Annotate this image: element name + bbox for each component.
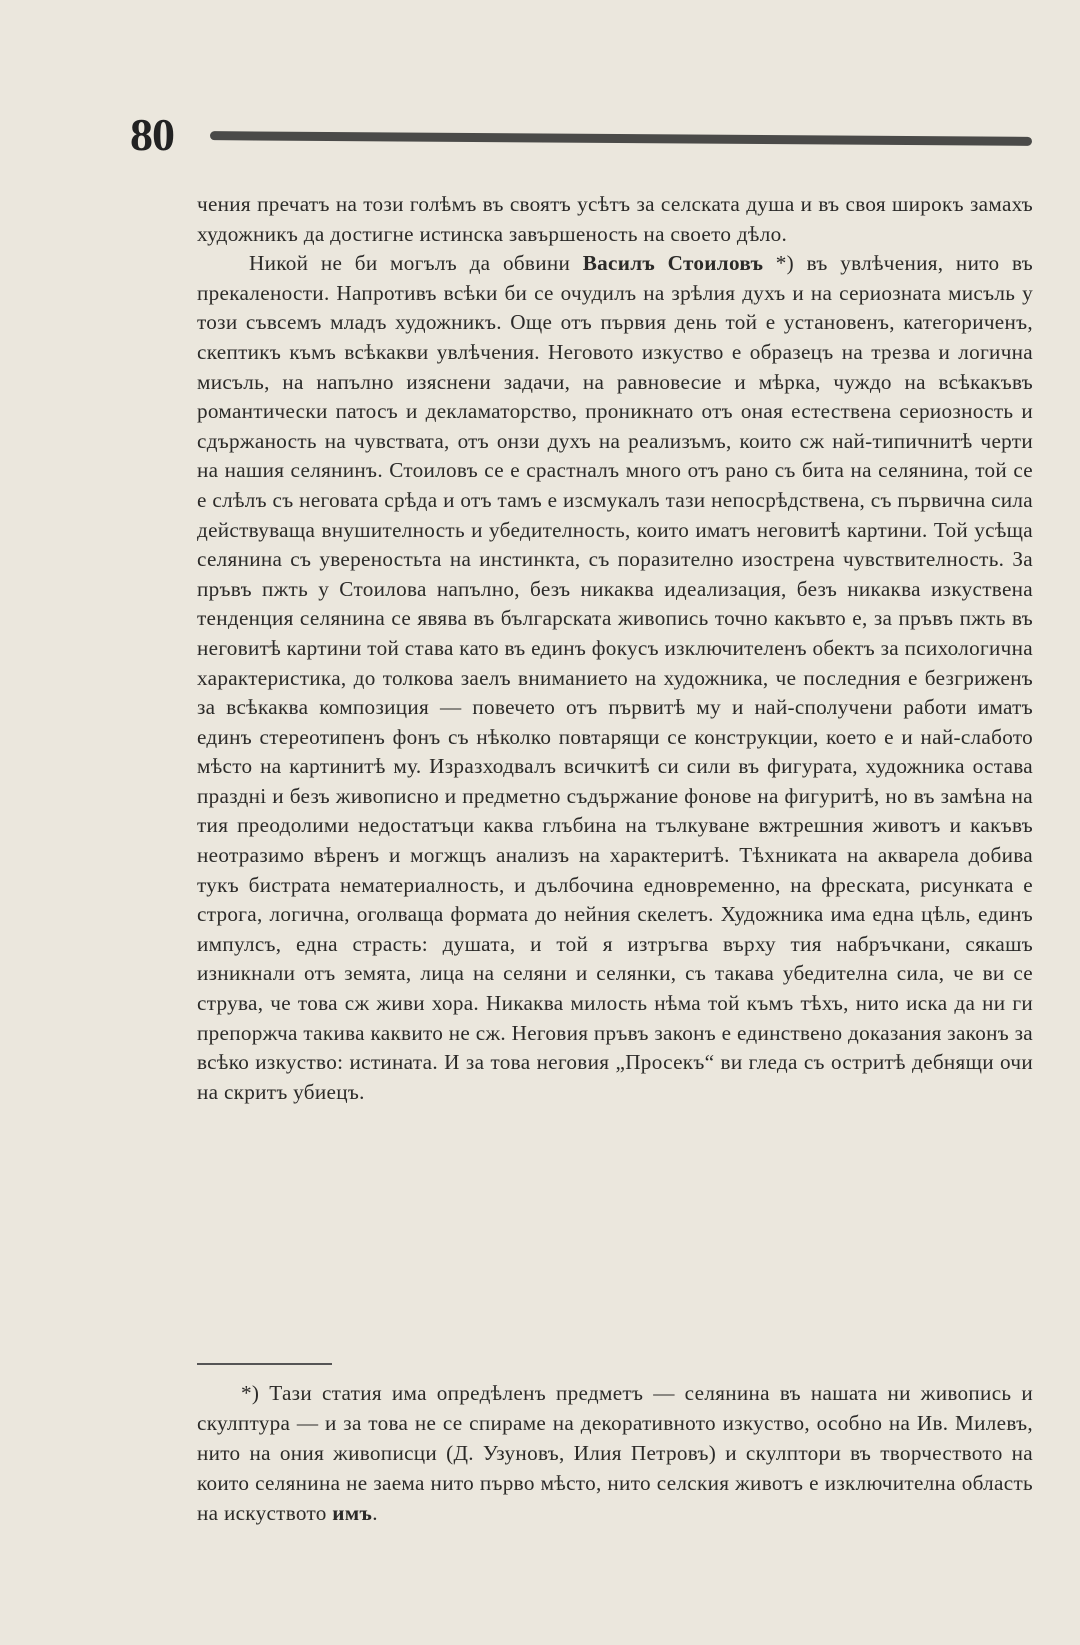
header-rule xyxy=(210,131,1032,146)
paragraph-2-lead: Никой не би могълъ да обвини xyxy=(249,251,583,276)
paragraph-1-text: чения пречатъ на този голѣмъ въ своятъ усѣтъ за селската душа и въ своя широкъ замахъ художникъ да достигне истинска завършеность на своето дѣло. xyxy=(197,192,1033,246)
footnote-text: *) Тази статия има опредѣленъ предметъ — селянина въ нашата ни живопись и скулптура — и за това не се спираме на декоративното изкуство, особно на Ив. Милевъ, нито на ония живописци (Д. Узуновъ, Илия Петровъ) и скулптори въ творчеството на които селянина не заема нито първо мѣсто, нито селския животъ е изключителна область на искуството xyxy=(197,1381,1033,1525)
paragraph-2-body: *) въ увлѣчения, нито въ прекалености. Напротивъ всѣки би се очудилъ на зрѣлия духъ и на сериозната мисъль у този съвсемъ младъ художникъ. Още отъ първия день той е установенъ, категориченъ, скептикъ къмъ всѣкакви увлѣчения. Неговото изкуство е образецъ на трезва и логична мисъль, на напълно изяснени задачи, на равновесие и мѣрка, чуждо на всѣкакъвъ романтически патосъ и декламаторство, проникнато отъ оная естествена сериозность и сдържаность на чувствата, отъ онзи духъ на реализъмъ, които сж най-типичнитѣ черти на нашия селянинъ. Стоиловъ се е срастналъ много отъ рано съ бита на селянина, той се е слѣлъ съ неговата срѣда и отъ тамъ е изсмукалъ тази непосрѣдствена, съ първична сила действуваща внушителность и убедителность, които иматъ неговитѣ картини. Той усѣща селянина съ увереностьта на инстинкта, съ поразително изострена чувствителность. За пръвъ пжть у Стоилова напълно, безъ никаква идеализация, безъ никаква изкуствена тенденция селянина се явява въ българската живопись точно какъвто е, за пръвъ пжть въ неговитѣ картини той става като въ единъ фокусъ изключителенъ обектъ за психологична характеристика, до толкова заелъ вниманието на художника, че последния е безгриженъ за всѣкаква композиция — повечето отъ първитѣ му и най-сполучени работи иматъ единъ стереотипенъ фонъ съ нѣколко повтарящи се конструкции, което е и най-слабото мѣсто на картинитѣ му. Изразходвалъ всичкитѣ си сили въ фигурата, художника остава празднi и безъ живописно и предметно съдържание фонове на фигуритѣ, но въ замѣна на тия преодолими недостатъци каква глъбина на тълкуване вжтрешния животъ и какъвъ неотразимо вѣренъ и могжщъ анализъ на характеритѣ. Тѣхниката на акварела добива тукъ бистрата нематериалность, и дълбочина едновременно, на фреската, рисунката е строга, логична, оголваща формата до нейния скелетъ. Художника има една цѣль, единъ импулсъ, една страсть: душата, и той я изтръгва върху тия набръчкани, сякашъ изникнали отъ земята, лица на селяни и селянки, съ такава убедителна сила, че ви се струва, че това сж живи хора. Никаква милость нѣма той къмъ тѣхъ, нито иска да ни ги препоржча такива каквито не сж. Неговия пръвъ законъ е единствено доказания законъ за всѣко изкуство: истината. И за това неговия „Просекъ“ ви гледа съ остритѣ дебнящи очи на скритъ убиецъ. xyxy=(197,251,1033,1104)
footnote xyxy=(197,1378,1033,1528)
main-text xyxy=(197,190,1033,1107)
footnote-emphasis: имъ xyxy=(332,1501,373,1525)
paragraph-1 xyxy=(197,190,1033,249)
page-header xyxy=(130,110,1035,160)
footnote-rule xyxy=(197,1363,332,1365)
footnote-end: . xyxy=(372,1501,378,1525)
paragraph-2 xyxy=(197,249,1033,1107)
page-number: 80 xyxy=(130,109,174,160)
artist-name: Василъ Стоиловъ xyxy=(582,251,764,276)
